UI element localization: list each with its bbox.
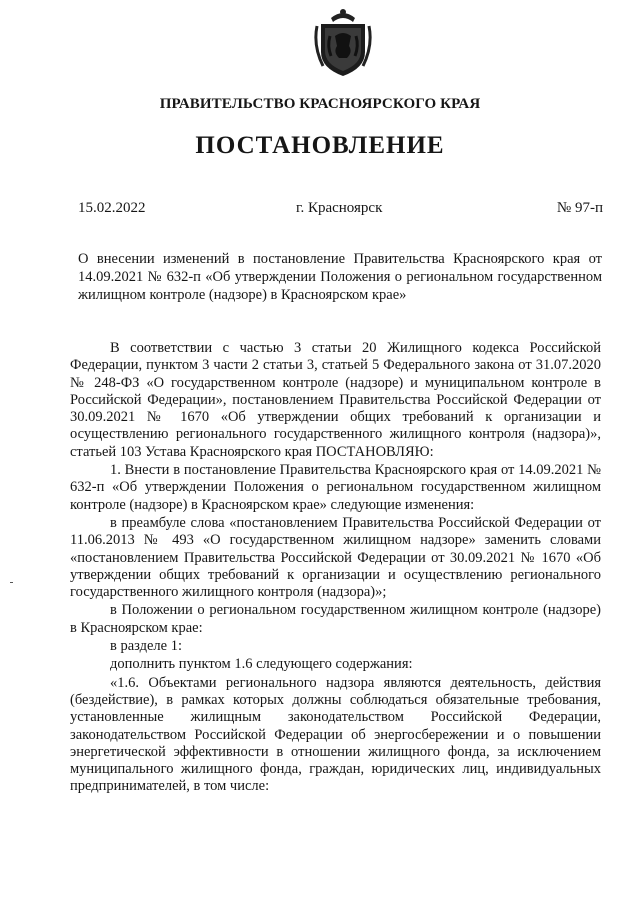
document-date: 15.02.2022	[78, 200, 146, 216]
document-type-title: ПОСТАНОВЛЕНИЕ	[195, 132, 445, 159]
paragraph-preamble: В соответствии с частью 3 статьи 20 Жилищного кодекса Российской Федерации, пунктом 3 части 2 статьи 3, статьей 5 Федерального закона от 31.07.2020 № 248-ФЗ «О государственном контроле (надзоре) и муниципальном контроле в Российской Федерации», постановлением Правительства Российской Федерации от 30.09.2021 № 1670 «Об утверждении общих требований к организации и осуществлению регионального государственного жилищного контроля (надзора)», статьей 103 Устава Красноярского края ПОСТАНОВЛЯЮ:	[70, 340, 601, 460]
coat-of-arms-icon	[313, 6, 373, 78]
paragraph-add-item: дополнить пунктом 1.6 следующего содержания:	[110, 656, 413, 673]
paragraph-item-1-6: «1.6. Объектами регионального надзора являются деятельность, действия (бездействие), в рамках которых должны соблюдаться обязательные требования, установленные жилищным законодательством Российской Федерации, законодательством Российской Федерации об энергосбережении и о повышении энергетической эффективности в отношении жилищного фонда, за исключением муниципального жилищного фонда, граждан, юридических лиц, индивидуальных предпринимателей, в том числе:	[70, 674, 601, 795]
paragraph-preamble-change: в преамбуле слова «постановлением Правительства Российской Федерации от 11.06.2013 № 493 «О государственном жилищном надзоре» заменить словами «постановлением Правительства Российской Федерации от 30.09.2021 № 1670 «Об утверждении общих требований к организации и осуществлению регионального государственного жилищного контроля (надзора)»;	[70, 514, 601, 601]
document-city: г. Красноярск	[296, 200, 383, 216]
scan-mark	[10, 582, 13, 583]
document-number: № 97-п	[556, 200, 603, 216]
paragraph-item-1: 1. Внести в постановление Правительства Красноярского края от 14.09.2021 № 632-п «Об утверждении Положения о региональном государственном жилищном контроле (надзоре) в Красноярском крае» следующие изменения:	[70, 462, 601, 513]
document-body	[70, 340, 601, 796]
government-name: ПРАВИТЕЛЬСТВО КРАСНОЯРСКОГО КРАЯ	[159, 96, 481, 112]
paragraph-regulation-change: в Положении о региональном государственном жилищном контроле (надзоре) в Красноярском крае:	[70, 602, 601, 636]
paragraph-section-1: в разделе 1:	[110, 638, 183, 655]
document-subject: О внесении изменений в постановление Правительства Красноярского края от 14.09.2021 № 632-п «Об утверждении Положения о региональном государственном жилищном контроле (надзоре) в Красноярском крае»	[78, 251, 602, 303]
